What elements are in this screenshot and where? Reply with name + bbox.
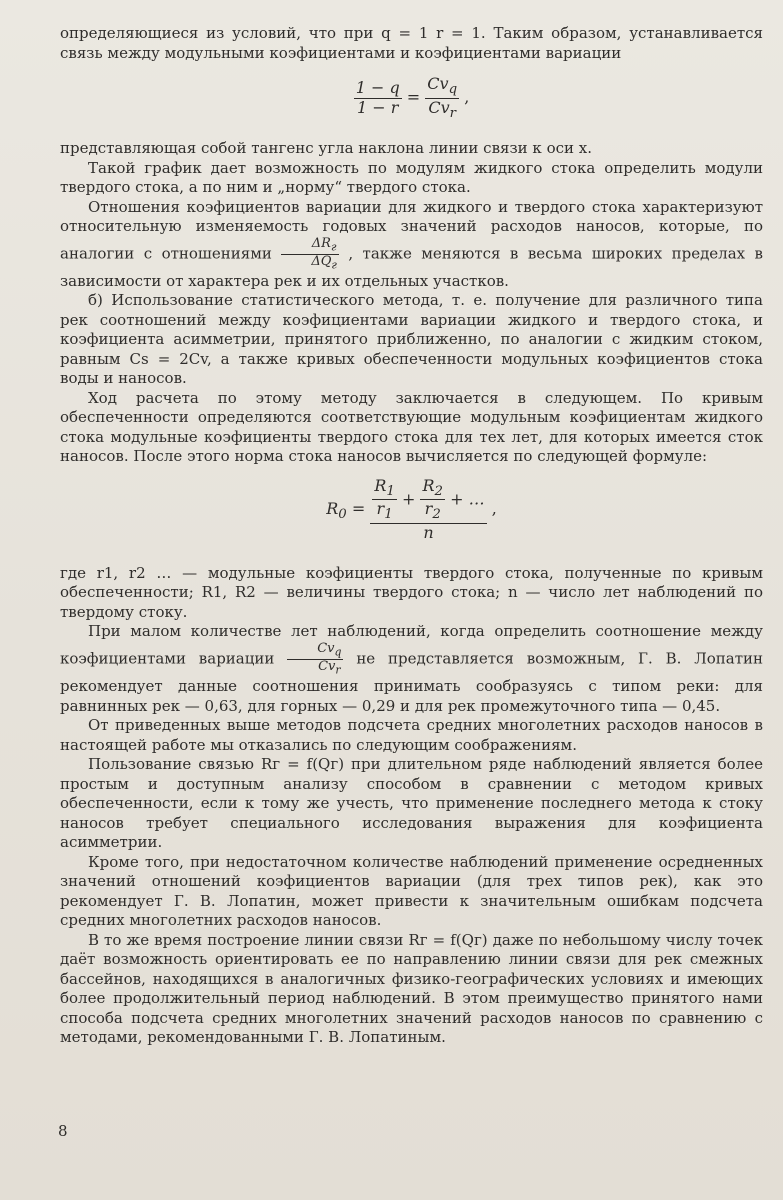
paragraph-few-observations-text-a: При малом количестве лет наблюдений, когда определить соотношение между коэфициентами вариации — [60, 622, 763, 668]
paragraph-rejected-methods: От приведенных выше методов подсчета средних многолетних расходов наносов в настоящей работе мы отказались по следующим соображениям. — [60, 716, 763, 754]
r-symbol: r — [376, 499, 385, 519]
subscript: q — [448, 82, 458, 98]
term-2-denominator — [420, 500, 445, 523]
equals-sign: = — [351, 498, 366, 518]
subscript: q — [334, 645, 342, 659]
subscript: г — [331, 258, 337, 272]
paragraph-ratios — [60, 198, 763, 292]
paragraph-graph: Такой график дает возможность по модулям жидкого стока определить модули твердого стока, а по ним и „норму“ твердого стока. — [60, 158, 763, 196]
paragraph-few-observations — [60, 622, 763, 716]
plus-sign: + — [401, 489, 416, 509]
term-1-denominator — [372, 500, 397, 523]
term-1 — [372, 477, 397, 523]
term-2 — [420, 477, 445, 523]
cv-symbol: Cv — [317, 640, 335, 656]
cv-symbol: Cv — [428, 97, 450, 117]
r-symbol: R — [326, 498, 339, 518]
subscript: 0 — [338, 506, 347, 522]
main-fraction-denominator: n — [423, 522, 434, 542]
subscript: г — [330, 240, 337, 254]
subscript: 2 — [432, 507, 441, 523]
delta-fraction-denominator — [281, 255, 339, 272]
paragraph-tangent: представляющая собой тангенс угла наклона линии связи к оси x. — [60, 139, 592, 157]
cv-symbol: Cv — [318, 658, 336, 674]
paragraph-moreover: Кроме того, при недостаточном количестве наблюдений применение осредненных значений отношений коэфициентов вариации (для трех типов рек), как это рекомендует Г. В. Лопатин, может привести к значительным ошибкам подсчета средних многолетних расходов наносов. — [60, 852, 763, 930]
paragraph-intro: определяющиеся из условий, что при q = 1 r = 1. Таким образом, устанавливается связь между модульными коэфициентами и коэфициентами вариации — [60, 24, 763, 62]
fraction-right-denominator — [425, 99, 459, 122]
r-symbol: r — [424, 499, 433, 519]
paragraph-calculation: Ход расчета по этому методу заключается в следующем. По кривым обеспеченности определяются соответствующие модульным коэфициентам жидкого стока модульные коэфициенты твердого стока для тех лет, для которых имеется сток наносов. После этого норма стока наносов вычисляется по следующей формуле: — [60, 388, 763, 466]
subscript: 1 — [386, 483, 395, 499]
cv-fraction — [287, 642, 343, 677]
fraction-right-numerator — [425, 75, 459, 99]
cv-fraction-denominator — [287, 660, 343, 677]
delta-fraction-numerator — [281, 237, 339, 255]
subscript: r — [335, 663, 341, 677]
paragraph-at-same-time: В то же время построение линии связи Rг = f(Qг) даже по небольшому числу точек даёт возможность ориентировать ее по направлению линии связи для рек смежных бассейнов, находящихся в аналогичных физико-географических условиях и имеющих более продолжительный период наблюдений. В этом преимущество принятого нами способа подсчета средних многолетних значений расходов наносов по сравнению с методами, рекомендованными Г. В. Лопатиным. — [60, 930, 763, 1047]
subscript: 2 — [434, 483, 443, 499]
paragraph-ratios-text-b: , также меняются в весьма широких пределах в зависимости от характера рек и их отдельных участков. — [60, 244, 764, 290]
cv-symbol: Cv — [427, 74, 449, 93]
term-1-numerator — [372, 477, 397, 501]
main-fraction — [370, 477, 486, 542]
formula-norm — [60, 477, 763, 542]
r-symbol: R — [422, 475, 435, 495]
fraction-left-denominator: 1 − r — [356, 97, 399, 117]
formula-ratio — [60, 75, 763, 121]
subscript: 1 — [384, 507, 393, 523]
paragraph-ratios-text-a: Отношения коэфициентов вариации для жидкого и твердого стока характеризуют относительную изменяемость годовых значений расходов наносов, которые, по аналогии с отношениями — [60, 197, 763, 263]
page-number: 8 — [58, 1122, 68, 1140]
delta-r-symbol: ΔR — [311, 235, 331, 251]
fraction-right — [425, 75, 459, 121]
ellipsis-term: + … — [450, 489, 485, 509]
paragraph-few-observations-text-b: не представляется возможным, Г. В. Лопатин рекомендует данные соотношения принимать сообразуясь с типом реки: для равнинных рек — 0,63, для горных — 0,29 и для рек промежуточного типа — 0,45. — [60, 649, 763, 715]
r-symbol: R — [374, 475, 387, 495]
formula-comma: , — [464, 87, 470, 107]
formula-comma: , — [491, 498, 497, 518]
term-2-numerator — [420, 477, 445, 501]
paragraph-relation-use: Пользование связью Rг = f(Qг) при длительном ряде наблюдений является более простым и доступным анализу способом в сравнении с методом кривых обеспеченности, если к тому же учесть, что применение последнего метода к стоку наносов требует специального исследования выражения для коэфициента асимметрии. — [60, 755, 763, 852]
paragraph-where: где r1, r2 … — модульные коэфициенты твердого стока, полученные по кривым обеспеченности; R1, R2 — величины твердого стока; n — число лет наблюдений по твердому стоку. — [60, 563, 763, 621]
delta-q-symbol: ΔQ — [311, 253, 332, 269]
paragraph-statistical-method: б) Использование статистического метода, т. е. получение для различного типа рек соотношений между коэфициентами вариации жидкого и твердого стока, и коэфициента асимметрии, принятого приближенно, по аналогии с жидким стоком, равным Cs = 2Cv, а также кривых обеспеченности модульных коэфициентов стока воды и наносов. — [60, 291, 763, 388]
formula-lhs — [326, 498, 347, 522]
fraction-left-numerator: 1 − q — [355, 78, 400, 98]
fraction-left — [354, 79, 402, 117]
equals-sign: = — [406, 87, 421, 107]
delta-fraction — [281, 237, 339, 272]
cv-fraction-numerator — [287, 642, 343, 660]
main-fraction-numerator — [370, 477, 486, 524]
subscript: r — [449, 105, 457, 121]
